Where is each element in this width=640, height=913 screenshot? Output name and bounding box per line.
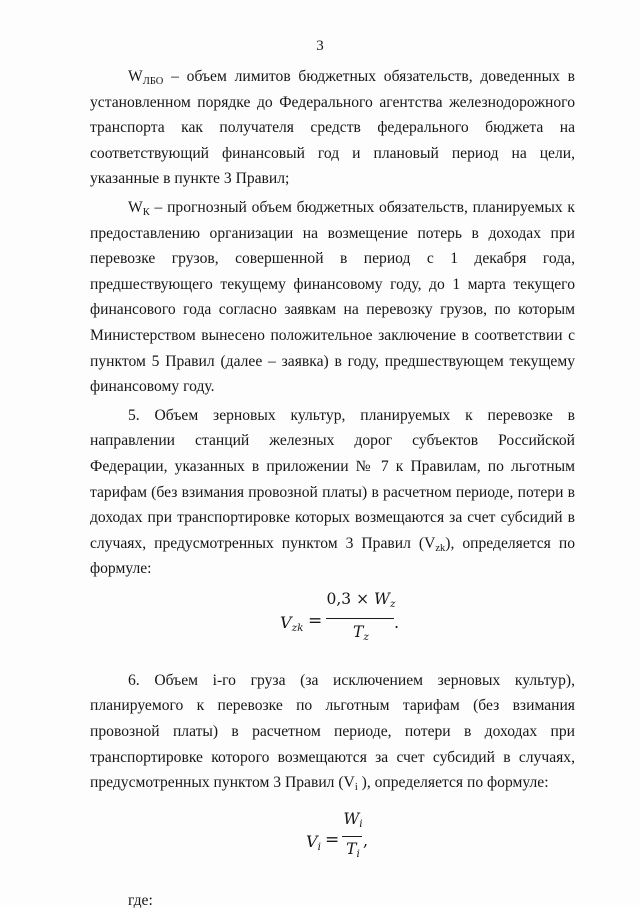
paragraph-w-lbo	[90, 64, 575, 192]
symbol-subscript: zk	[435, 542, 446, 554]
paragraph-text: 6. Объем i-го груза (за исключением зерновых культур), планируемого к перевозке по льготным тарифам (без взимания провозной платы) в расчетном периоде, потери в доходах при транспортировке которого возмещаются за счет субсидий в случаях, предусмотренных пунктом 3 Правил (V	[90, 671, 575, 792]
formula-denominator: $T_i$	[346, 839, 360, 860]
formula-numerator: $W_i$	[343, 809, 363, 830]
paragraph-item-6	[90, 668, 575, 796]
symbol-subscript: К	[142, 206, 150, 218]
formula-equals: =	[308, 610, 323, 631]
symbol-w: W	[128, 198, 143, 216]
paragraph-text-end: ), определяется по формуле:	[90, 534, 576, 578]
formula-lhs: $V_{zk}$	[280, 612, 304, 634]
symbol-subscript: i	[354, 782, 358, 794]
page-number: 3	[316, 38, 324, 54]
paragraph-text: – прогнозный объем бюджетных обязательств, планируемых к предоставлению организации на возмещение потерь в доходах при перевозке грузов, совершенной в период с 1 декабря года, предшествующего текущему финансовому году, до 1 марта текущего финансового года согласно заявкам на перевозку грузов, по которым Министерством вынесено положительное заключение в соответствии с пунктом 5 Правил (далее – заявка) в году, предшествующем текущему финансовому году.	[90, 198, 575, 396]
formula-end-punct: .	[394, 612, 400, 632]
paragraph-text-end: ), определяется по формуле:	[357, 774, 549, 792]
formula-end-punct: ,	[363, 830, 369, 850]
formula-numerator: $0,3 \times W_z$	[326, 589, 396, 610]
symbol-w: W	[128, 68, 143, 85]
paragraph-text: – объем лимитов бюджетных обязательств, доведенных в установленном порядке до Федерального агентства железнодорожного транспорта как получателя средств федерального бюджета на соответствующий финансовый год и плановый период на цели, указанные в пункте 3 Правил;	[90, 68, 575, 188]
symbol-subscript: ЛБО	[142, 76, 164, 87]
paragraph-w-k	[90, 195, 575, 400]
paragraph-text: 5. Объем зерновых культур, планируемых к перевозке в направлении станций железных дорог субъектов Российской Федерации, указанных в приложении № 7 к Правилам, по льготным тарифам (без взимания провозной платы) в расчетном периоде, потери в доходах при транспортировке которых возмещаются за счет субсидий в случаях, предусмотренных пунктом 3 Правил (V	[90, 406, 575, 552]
fraction-bar	[326, 618, 394, 619]
formula-equals: =	[325, 829, 340, 850]
document-body	[90, 64, 575, 913]
fraction-bar	[342, 836, 362, 837]
formula-lhs: $V_i$	[306, 831, 321, 853]
formula-denominator: $T_z$	[353, 622, 369, 643]
formula-vi	[90, 806, 575, 870]
formula-vzk	[90, 586, 575, 662]
where-label: где:	[128, 891, 153, 909]
paragraph-item-5	[90, 403, 575, 582]
